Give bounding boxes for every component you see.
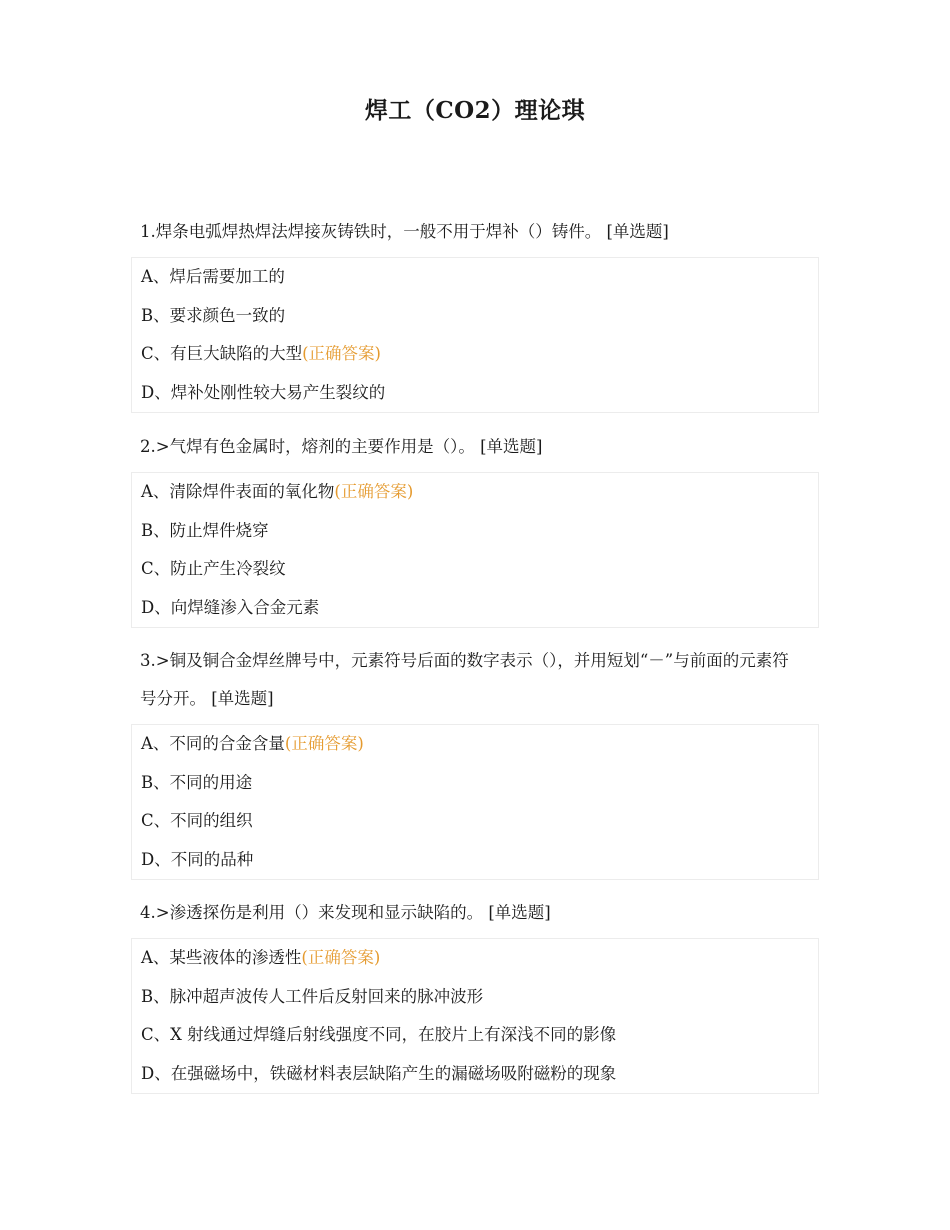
question-1 — [131, 213, 819, 413]
option-list — [131, 938, 819, 1094]
option-label: C、有巨大缺陷的大型 — [141, 344, 303, 364]
question-text: 1.焊条电弧焊热焊法焊接灰铸铁时，一般不用于焊补（）铸件。 [单选题] — [140, 222, 669, 241]
correct-answer-mark: (正确答案) — [334, 482, 414, 501]
option-b[interactable] — [132, 978, 818, 1017]
question-text: 3.>铜及铜合金焊丝牌号中，元素符号后面的数字表示（），并用短划“－”与前面的元素符号分开。 [单选题] — [140, 651, 789, 708]
option-d[interactable] — [132, 1055, 818, 1094]
page-title: 焊工（CO2）理论琪 — [364, 97, 586, 124]
option-label: B、脉冲超声波传人工件后反射回来的脉冲波形 — [141, 986, 484, 1006]
option-list — [131, 472, 819, 628]
option-label: B、要求颜色一致的 — [141, 305, 286, 325]
question-3 — [131, 642, 819, 880]
question-2 — [131, 428, 819, 628]
option-d[interactable] — [132, 374, 818, 413]
option-a[interactable] — [132, 258, 818, 297]
option-b[interactable] — [132, 297, 818, 336]
option-label: A、清除焊件表面的氧化物 — [141, 482, 335, 501]
option-label: D、向焊缝渗入合金元素 — [141, 597, 320, 617]
correct-answer-mark: (正确答案) — [301, 948, 381, 967]
option-label: D、焊补处刚性较大易产生裂纹的 — [141, 382, 386, 402]
option-list — [131, 257, 819, 413]
correct-answer-mark: (正确答案) — [302, 344, 381, 364]
option-c[interactable] — [132, 802, 818, 841]
option-b[interactable] — [132, 512, 818, 551]
option-label: C、不同的组织 — [141, 811, 253, 831]
option-label: D、在强磁场中，铁磁材料表层缺陷产生的漏磁场吸附磁粉的现象 — [141, 1063, 617, 1083]
option-list — [131, 724, 819, 880]
option-label: B、防止焊件烧穿 — [141, 520, 269, 540]
option-label: C、防止产生冷裂纹 — [141, 559, 286, 579]
option-a[interactable] — [132, 939, 818, 978]
option-label: C、X 射线通过焊缝后射线强度不同，在胶片上有深浅不同的影像 — [141, 1025, 617, 1045]
option-a[interactable] — [132, 725, 818, 764]
option-label: D、不同的品种 — [141, 849, 254, 869]
option-label: A、焊后需要加工的 — [141, 267, 285, 286]
option-c[interactable] — [132, 1016, 818, 1055]
option-label: A、不同的合金含量 — [141, 734, 285, 753]
option-b[interactable] — [132, 764, 818, 803]
question-text: 2.>气焊有色金属时，熔剂的主要作用是（）。 [单选题] — [140, 437, 543, 456]
option-c[interactable] — [132, 550, 818, 589]
option-c[interactable] — [132, 335, 818, 374]
option-a[interactable] — [132, 473, 818, 512]
option-d[interactable] — [132, 841, 818, 880]
correct-answer-mark: (正确答案) — [284, 734, 364, 753]
question-text: 4.>渗透探伤是利用（）来发现和显示缺陷的。 [单选题] — [140, 903, 551, 922]
question-4 — [131, 894, 819, 1094]
option-d[interactable] — [132, 589, 818, 628]
option-label: B、不同的用途 — [141, 772, 253, 792]
option-label: A、某些液体的渗透性 — [141, 948, 302, 967]
